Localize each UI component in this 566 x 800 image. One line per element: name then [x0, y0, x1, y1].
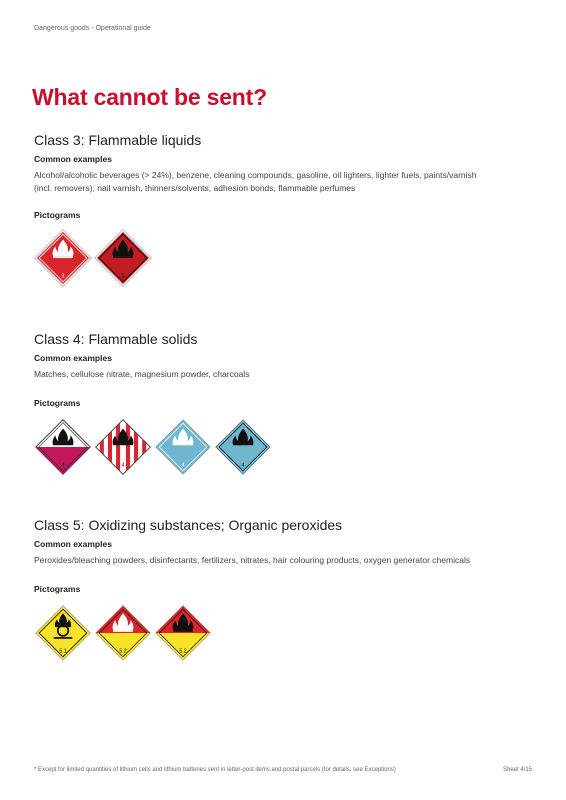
placard-class-number: 3: [121, 273, 125, 280]
section-class-3: [34, 132, 534, 287]
placard-class-number: 4: [121, 462, 125, 469]
pictogram-row: [34, 229, 534, 287]
placard-class-number: 5.2: [179, 648, 187, 655]
section-title: Class 3: Flammable liquids: [34, 132, 202, 148]
pictograms-heading: Pictograms: [34, 210, 81, 220]
pictograms-heading: Pictograms: [34, 583, 81, 594]
examples-heading: Common examples: [34, 353, 112, 363]
page-number: Sheet 4/15: [502, 767, 532, 773]
flammable-liquid-placard-black-flame-icon: [94, 229, 152, 287]
placard-class-number: 3: [61, 273, 65, 280]
pictogram-row: [34, 418, 534, 476]
placard-class-number: 5.1: [59, 648, 67, 655]
examples-text: Matches, cellulose nitrate, magnesium powder, charcoals: [34, 369, 250, 379]
placard-class-number: 4: [241, 462, 245, 469]
oxidizer-placard-icon: [34, 604, 92, 662]
placard-class-number: 5.2: [119, 648, 127, 655]
dangerous-when-wet-placard-icon: [34, 418, 92, 476]
examples-heading: Common examples: [34, 154, 112, 164]
examples-heading: Common examples: [34, 539, 112, 549]
organic-peroxide-black-flame-icon: [154, 604, 212, 662]
flammable-solid-striped-placard-icon: [94, 418, 152, 476]
dangerous-when-wet-blue-black-flame-icon: [214, 418, 272, 476]
organic-peroxide-white-flame-icon: [94, 604, 152, 662]
section-class-5: [34, 517, 534, 662]
section-class-4: [34, 331, 534, 476]
section-title: Class 4: Flammable solids: [34, 331, 198, 347]
page-title: What cannot be sent?: [32, 84, 267, 110]
dangerous-when-wet-blue-white-flame-icon: [154, 418, 212, 476]
document-header: Dangerous goods - Operational guide: [34, 25, 151, 32]
examples-text: (incl. removers), nail varnish, thinners/solvents, adhesion bonds, flammable perfumes: [34, 182, 356, 193]
examples-text: Peroxides/bleaching powders, disinfectants, fertilizers, nitrates, hair colouring products, oxygen generator chemicals: [34, 555, 471, 565]
section-title: Class 5: Oxidizing substances; Organic peroxides: [34, 517, 343, 533]
flammable-liquid-placard-red-icon: [34, 229, 92, 287]
footnote: * Except for limited quantities of lithium cells and lithium batteries sent in letter-post items and postal parcels (for details, see Exceptions): [34, 767, 396, 773]
placard-class-number: 4: [181, 462, 185, 469]
pictograms-heading: Pictograms: [34, 397, 81, 408]
pictogram-row: [34, 604, 534, 662]
placard-class-number: 4: [61, 462, 65, 469]
examples-text: Alcohol/alcoholic beverages (> 24%), benzene, cleaning compounds, gasoline, oil lighters, lighter fuels, paints/varnish: [34, 170, 477, 180]
